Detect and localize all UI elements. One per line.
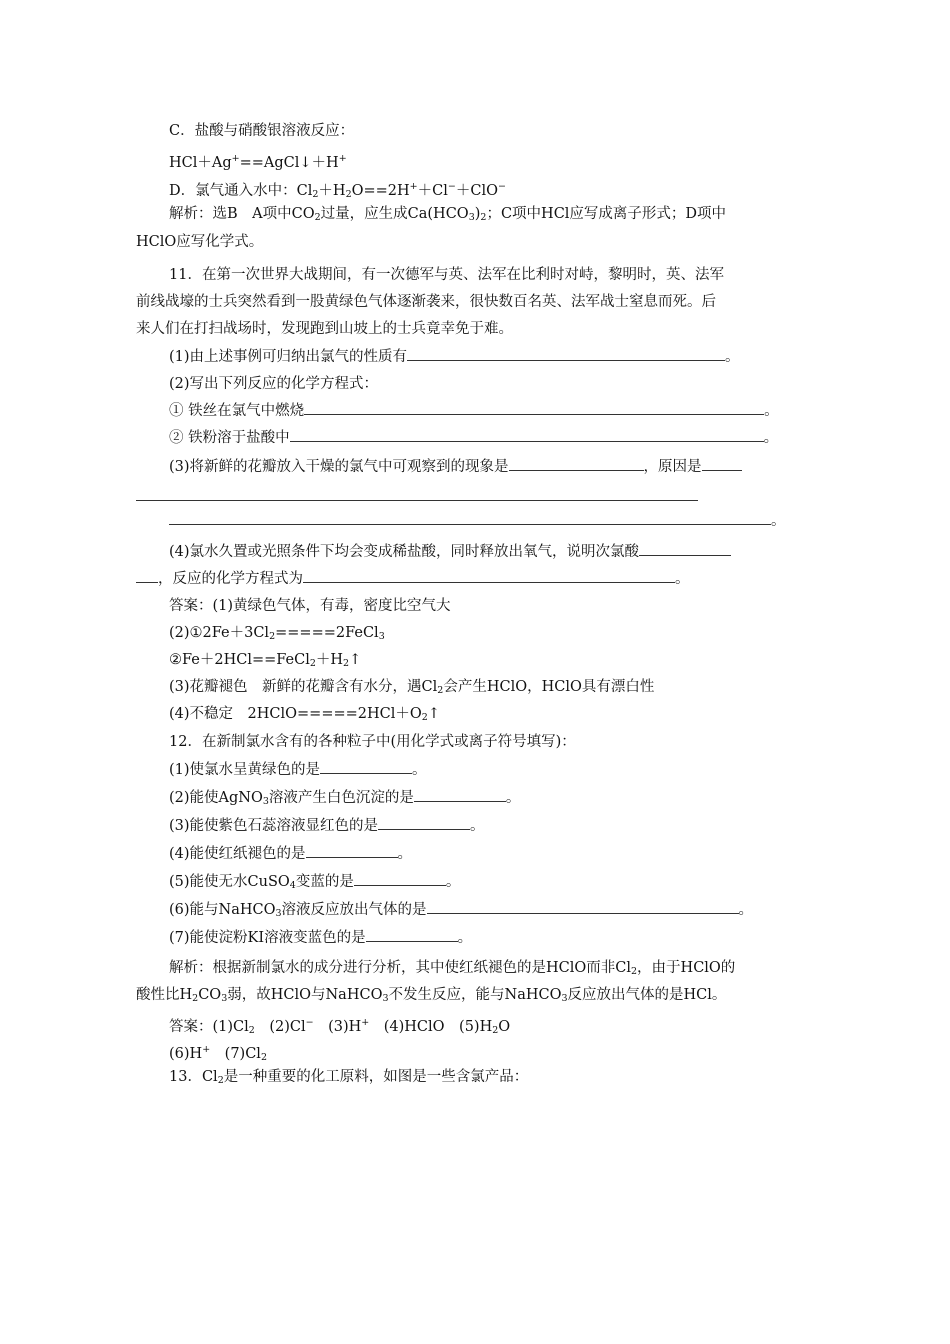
answer-blank: [303, 566, 675, 583]
q12-analysis-line-2: 酸性比H2CO3弱，故HClO与NaHCO3不发生反应，能与NaHCO3反应放出气体的是HCl。: [136, 987, 727, 1004]
option-c-equation: HCl＋Ag+==AgCl↓＋H+: [169, 153, 347, 171]
q12-item-4: (4)能使红纸褪色的是 。: [0, 841, 950, 868]
q12-item-2: (2)能使AgNO3溶液产生白色沉淀的是 。: [0, 785, 950, 812]
option-d-line: D．氯气通入水中：Cl2＋H2O==2H+＋Cl−＋ClO−: [169, 181, 506, 200]
option-c-label: C．盐酸与硝酸银溶液反应：: [169, 123, 355, 139]
q12-stem: 12．在新制氯水含有的各种粒子中(用化学式或离子符号填写)：: [169, 734, 576, 750]
q12-answer-line-2: (6)H+ (7)Cl2: [169, 1044, 267, 1063]
answer-blank: [169, 508, 771, 525]
answer-blank: [414, 785, 506, 802]
q11-stem-line-2: 前线战壕的士兵突然看到一股黄绿色气体逐渐袭来，很快数百名英、法军战士窒息而死。后: [136, 294, 716, 310]
answer-blank: [136, 566, 158, 583]
q11-part-2b: ② 铁粉溶于盐酸中 。: [0, 425, 950, 452]
q11-part-4-line-1: (4)氯水久置或光照条件下均会变成稀盐酸，同时释放出氧气，说明次氯酸: [0, 539, 950, 566]
answer-blank: [427, 897, 739, 914]
q11-answer-2b: ②Fe＋2HCl==FeCl2＋H2↑: [169, 652, 362, 669]
q11-stem-line-1: 11．在第一次世界大战期间，有一次德军与英、法军在比利时对峙，黎明时，英、法军: [169, 267, 724, 283]
answer-blank: [306, 841, 398, 858]
q11-answer-2: (2)①2Fe＋3Cl2=====2FeCl3: [169, 625, 385, 642]
q11-part-1: (1)由上述事例可归纳出氯气的性质有 。: [0, 344, 950, 371]
q11-part-4-line-2: ，反应的化学方程式为 。: [0, 566, 950, 593]
q11-answer-3: (3)花瓣褪色 新鲜的花瓣含有水分，遇Cl2会产生HClO，HClO具有漂白性: [169, 679, 655, 696]
answer-blank: [366, 925, 458, 942]
analysis-q10-line-2: HClO应写化学式。: [136, 234, 264, 250]
q11-part-3-line: 。: [0, 508, 950, 535]
answer-blank: [702, 454, 742, 471]
answer-blank: [320, 757, 412, 774]
q11-stem-line-3: 来人们在打扫战场时，发现跑到山坡上的士兵竟幸免于难。: [136, 321, 513, 337]
q13-stem: 13．Cl2是一种重要的化工原料，如图是一些含氯产品：: [169, 1069, 529, 1086]
answer-blank: [407, 344, 725, 361]
q11-answer-1: 答案：(1)黄绿色气体，有毒，密度比空气大: [169, 598, 451, 614]
answer-blank: [509, 454, 644, 471]
q12-item-1: (1)使氯水呈黄绿色的是 。: [0, 757, 950, 784]
q12-answer-line-1: 答案：(1)Cl2 (2)Cl− (3)H+ (4)HClO (5)H2O: [169, 1017, 511, 1036]
answer-blank: [290, 425, 764, 442]
option-c-line: [0, 118, 950, 145]
q12-analysis-line-1: 解析：根据新制氯水的成分进行分析，其中使红纸褪色的是HClO而非Cl2，由于HClO的: [169, 960, 736, 977]
answer-line: [136, 500, 698, 501]
analysis-q10-line-1: 解析：选B A项中CO2过量，应生成Ca(HCO3)2；C项中HCl应写成离子形式；D项中: [169, 206, 727, 223]
answer-blank: [378, 813, 470, 830]
q11-part-2a: ① 铁丝在氯气中燃烧 。: [0, 398, 950, 425]
q12-item-7: (7)能使淀粉KI溶液变蓝色的是 。: [0, 925, 950, 952]
q11-answer-4: (4)不稳定 2HClO=====2HCl＋O2↑: [169, 706, 440, 723]
answer-blank: [354, 869, 446, 886]
q12-item-3: (3)能使紫色石蕊溶液显红色的是 。: [0, 813, 950, 840]
q12-item-6: (6)能与NaHCO3溶液反应放出气体的是 。: [0, 897, 950, 924]
answer-blank: [304, 398, 764, 415]
q12-item-5: (5)能使无水CuSO4变蓝的是 。: [0, 869, 950, 896]
q11-part-2: (2)写出下列反应的化学方程式：: [169, 376, 379, 392]
answer-blank: [639, 539, 731, 556]
q11-part-3: (3)将新鲜的花瓣放入干燥的氯气中可观察到的现象是 ，原因是: [0, 454, 950, 481]
